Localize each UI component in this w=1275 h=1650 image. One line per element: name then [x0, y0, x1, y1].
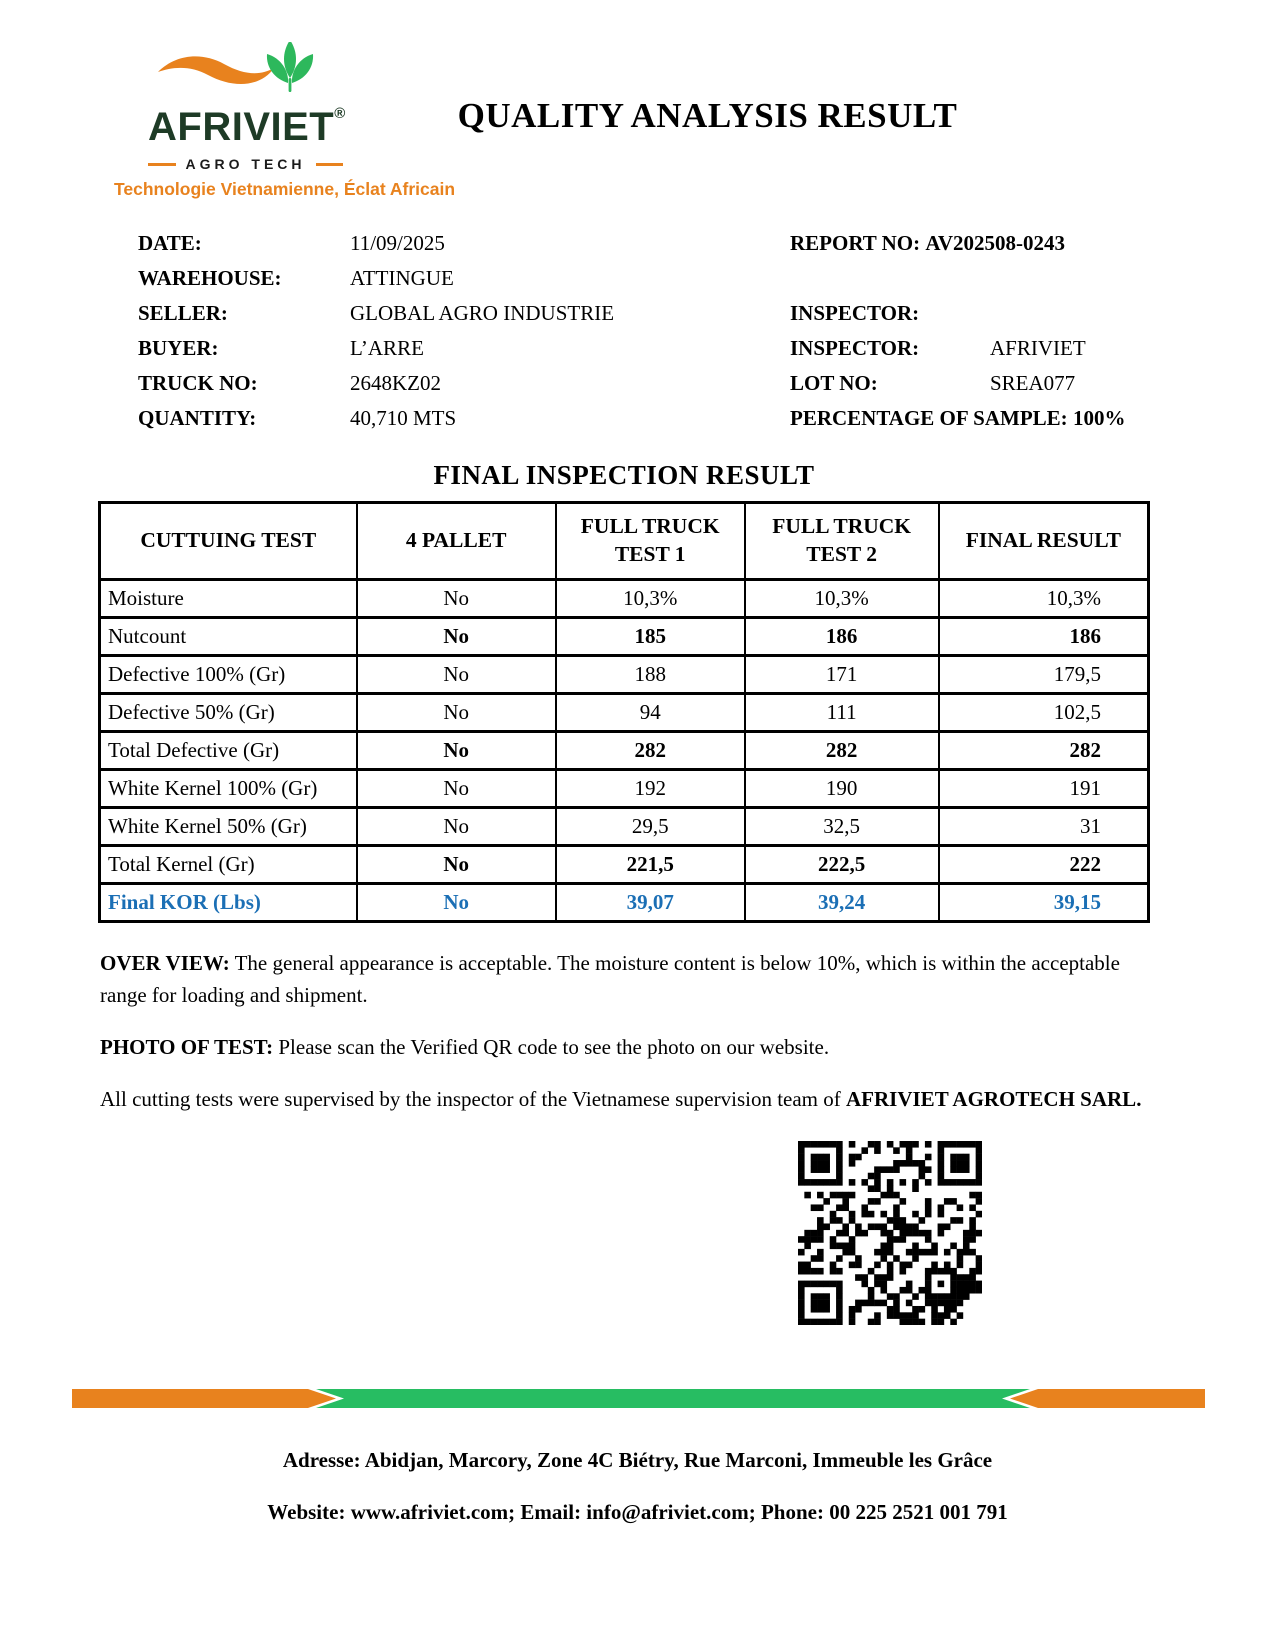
meta-right-value: AFRIVIET [990, 336, 1086, 360]
value-cell: 190 [745, 769, 939, 807]
test-name-cell: Final KOR (Lbs) [100, 883, 357, 921]
table-header-row [100, 503, 1149, 580]
meta-right-cell [790, 261, 1275, 296]
table-row [100, 579, 1149, 617]
overview-text: The general appearance is acceptable. The moisture content is below 10%, which is within the acceptable range for loading and shipment. [100, 950, 1120, 1008]
value-cell: 32,5 [745, 807, 939, 845]
table-row [100, 693, 1149, 731]
test-name-cell: Defective 50% (Gr) [100, 693, 357, 731]
value-cell: 188 [556, 655, 745, 693]
test-name-cell: Defective 100% (Gr) [100, 655, 357, 693]
value-cell: No [357, 617, 556, 655]
logo-subtitle-text: AGRO TECH [185, 156, 306, 172]
meta-label: QUANTITY: [138, 406, 257, 430]
meta-row [138, 366, 1275, 401]
value-cell: No [357, 731, 556, 769]
meta-right-label: REPORT NO: [790, 231, 921, 255]
meta-value: ATTINGUE [350, 266, 454, 290]
verified-qr-code [798, 1141, 982, 1325]
meta-right-cell [790, 296, 1275, 331]
right-dash-decoration [316, 163, 344, 166]
meta-right-cell [790, 366, 1275, 401]
table-row [100, 731, 1149, 769]
brand-name [148, 106, 408, 147]
table-row [100, 769, 1149, 807]
value-cell: 185 [556, 617, 745, 655]
value-cell: 179,5 [939, 655, 1149, 693]
meta-right-value: SREA077 [990, 371, 1076, 395]
meta-row [138, 261, 1275, 296]
logo-swoosh-and-leaves-icon [156, 42, 321, 104]
meta-value: L’ARRE [350, 336, 424, 360]
test-name-cell: Total Kernel (Gr) [100, 845, 357, 883]
table-row [100, 883, 1149, 921]
test-name-cell: Nutcount [100, 617, 357, 655]
registered-trademark-icon: ® [334, 105, 346, 122]
value-cell: 29,5 [556, 807, 745, 845]
logo-tagline: Technologie Vietnamienne, Éclat Africain [114, 179, 456, 199]
column-header: FULL TRUCK TEST 1 [556, 503, 745, 580]
value-cell: 282 [939, 731, 1149, 769]
meta-label: DATE: [138, 231, 202, 255]
photo-of-test-text: Please scan the Verified QR code to see the photo on our website. [273, 1034, 830, 1059]
value-cell: 186 [939, 617, 1149, 655]
value-cell: No [357, 579, 556, 617]
value-cell: 222 [939, 845, 1149, 883]
meta-right-label: INSPECTOR: [790, 336, 920, 360]
meta-label: TRUCK NO: [138, 371, 258, 395]
value-cell: 111 [745, 693, 939, 731]
value-cell: 282 [745, 731, 939, 769]
brand-text: AFRIVIET [148, 105, 335, 149]
value-cell: 186 [745, 617, 939, 655]
value-cell: 94 [556, 693, 745, 731]
meta-right-cell [790, 331, 1275, 366]
inspection-table-title: FINAL INSPECTION RESULT [433, 460, 815, 490]
value-cell: 282 [556, 731, 745, 769]
meta-row [138, 296, 1275, 331]
meta-right-label: LOT NO: [790, 371, 878, 395]
meta-label: BUYER: [138, 336, 219, 360]
value-cell: No [357, 769, 556, 807]
supervision-text: All cutting tests were supervised by the inspector of the Vietnamese supervision team of [100, 1086, 847, 1111]
meta-label: WAREHOUSE: [138, 266, 282, 290]
meta-value: GLOBAL AGRO INDUSTRIE [350, 301, 615, 325]
footer-address: Adresse: Abidjan, Marcory, Zone 4C Biétry, Rue Marconi, Immeuble les Grâce [282, 1448, 993, 1472]
meta-right-label: PERCENTAGE OF SAMPLE: [790, 406, 1068, 430]
overview-paragraph [100, 947, 1155, 1012]
meta-row [138, 226, 1275, 261]
meta-right-cell [790, 401, 1275, 436]
column-header: 4 PALLET [357, 503, 556, 580]
meta-value: 40,710 MTS [350, 406, 457, 430]
table-row [100, 845, 1149, 883]
meta-right-value: 100% [1067, 406, 1126, 430]
value-cell: 192 [556, 769, 745, 807]
value-cell: 10,3% [556, 579, 745, 617]
test-name-cell: Total Defective (Gr) [100, 731, 357, 769]
afriviet-logo [108, 36, 456, 200]
value-cell: 222,5 [745, 845, 939, 883]
value-cell: No [357, 807, 556, 845]
meta-right-value: AV202508-0243 [920, 231, 1066, 255]
table-row [100, 655, 1149, 693]
table-row [100, 807, 1149, 845]
photo-of-test-label: PHOTO OF TEST: [100, 1034, 274, 1059]
column-header: CUTTUING TEST [100, 503, 357, 580]
meta-row [138, 401, 1275, 436]
column-header: FINAL RESULT [939, 503, 1149, 580]
report-header [0, 0, 1275, 200]
value-cell: 221,5 [556, 845, 745, 883]
column-header: FULL TRUCK TEST 2 [745, 503, 939, 580]
value-cell: 39,15 [939, 883, 1149, 921]
value-cell: 31 [939, 807, 1149, 845]
meta-value: 11/09/2025 [350, 231, 445, 255]
value-cell: 102,5 [939, 693, 1149, 731]
meta-right-label: INSPECTOR: [790, 301, 920, 325]
meta-right-cell [790, 226, 1275, 261]
footer-contact: Website: www.afriviet.com; Email: info@afriviet.com; Phone: 00 225 2521 001 791 [267, 1500, 1008, 1524]
value-cell: No [357, 655, 556, 693]
value-cell: No [357, 883, 556, 921]
supervision-bold-text: AFRIVIET AGROTECH SARL. [846, 1086, 1142, 1111]
overview-label: OVER VIEW: [100, 950, 230, 975]
meta-label: SELLER: [138, 301, 228, 325]
logo-subtitle [148, 156, 343, 172]
photo-of-test-paragraph [100, 1031, 1155, 1064]
value-cell: No [357, 693, 556, 731]
value-cell: 10,3% [745, 579, 939, 617]
inspection-table [98, 501, 1150, 923]
footer-ribbon-decoration [72, 1389, 1205, 1408]
inspection-table-body [100, 579, 1149, 921]
value-cell: 191 [939, 769, 1149, 807]
supervision-paragraph [100, 1083, 1155, 1116]
test-name-cell: Moisture [100, 579, 357, 617]
meta-row [138, 331, 1275, 366]
value-cell: 39,24 [745, 883, 939, 921]
meta-value: 2648KZ02 [350, 371, 441, 395]
test-name-cell: White Kernel 100% (Gr) [100, 769, 357, 807]
value-cell: No [357, 845, 556, 883]
test-name-cell: White Kernel 50% (Gr) [100, 807, 357, 845]
meta-section [138, 226, 1275, 436]
left-dash-decoration [148, 163, 176, 166]
value-cell: 10,3% [939, 579, 1149, 617]
table-row [100, 617, 1149, 655]
value-cell: 39,07 [556, 883, 745, 921]
page-title: QUALITY ANALYSIS RESULT [457, 96, 958, 135]
value-cell: 171 [745, 655, 939, 693]
